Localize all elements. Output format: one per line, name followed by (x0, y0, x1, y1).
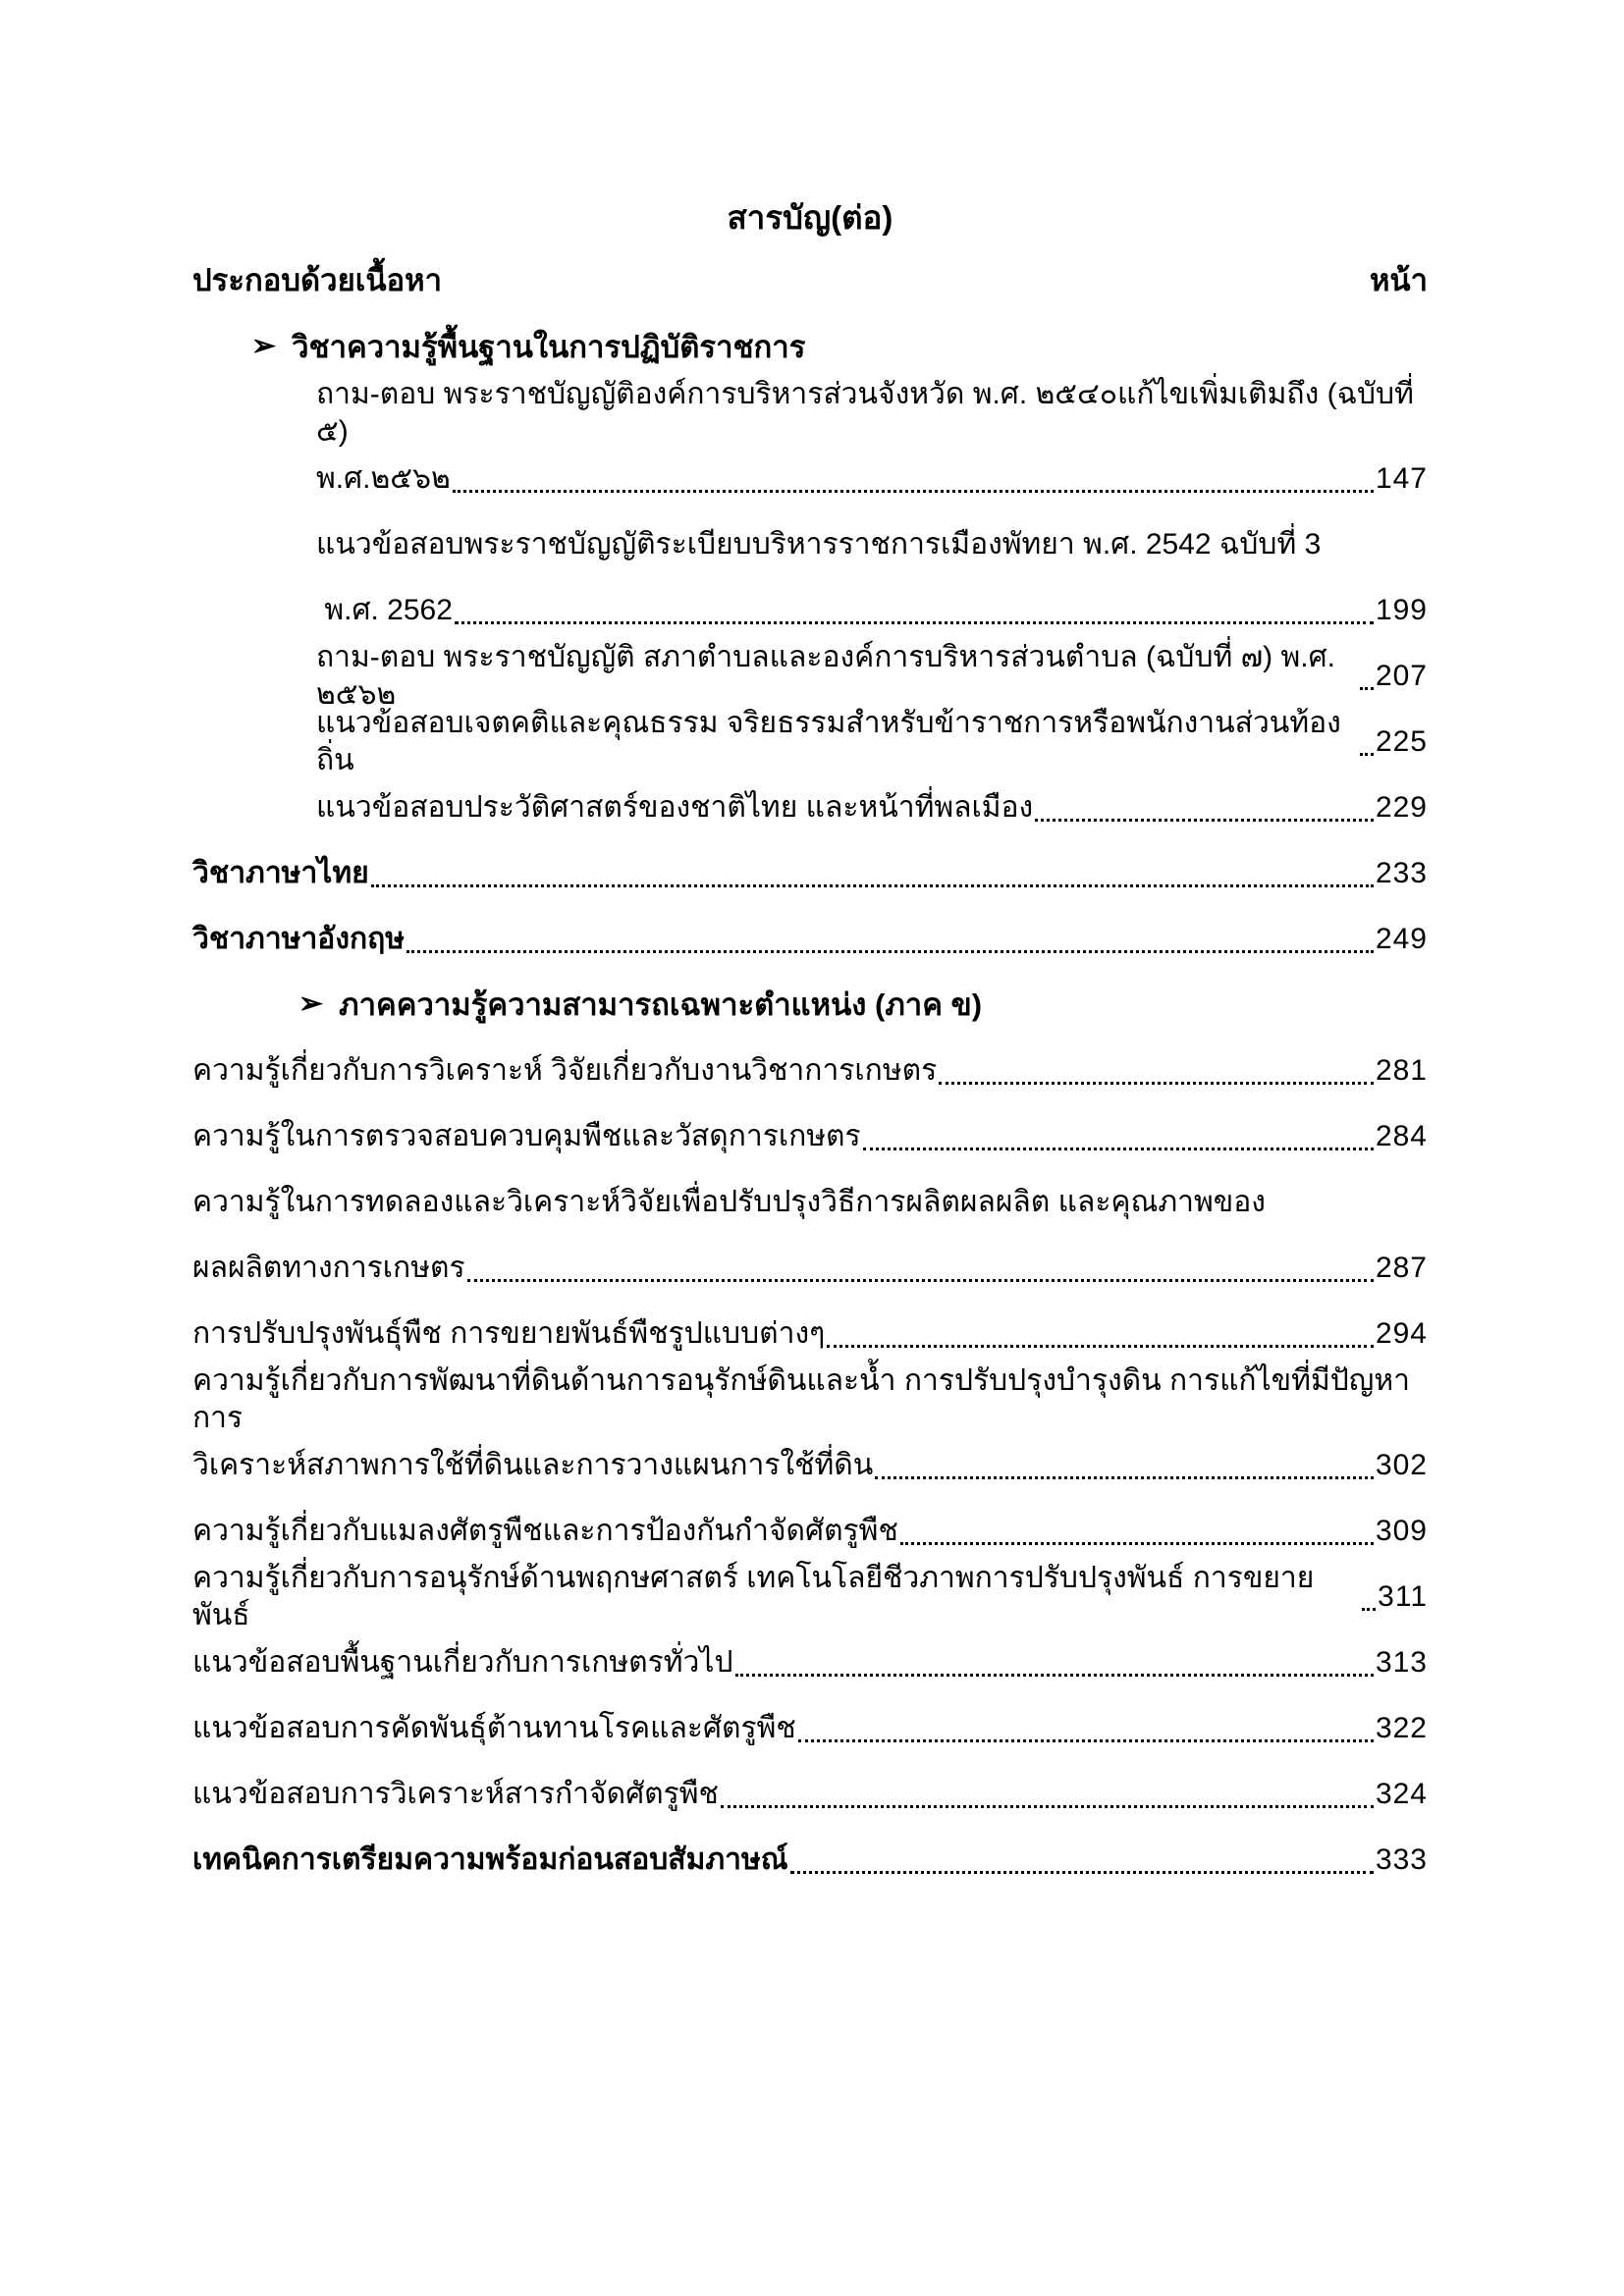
page-number: 322 (1375, 1711, 1428, 1744)
leader-dots (1035, 819, 1374, 822)
page-number: 225 (1375, 724, 1428, 758)
entry-label: ความรู้ในการตรวจสอบควบคุมพืชและวัสดุการเกษตร (192, 1119, 861, 1152)
toc-entry (192, 1629, 1428, 1695)
page-number: 313 (1375, 1645, 1428, 1679)
entry-label: ภาคความรู้ความสามารถเฉพาะตำแหน่ง (ภาค ข) (339, 987, 983, 1022)
toc-entry (192, 1235, 1428, 1301)
page-number: 229 (1375, 790, 1428, 824)
toc-list (192, 314, 1428, 1893)
page-title: สารบัญ(ต่อ) (727, 199, 893, 236)
entry-label: การปรับปรุงพันธุ์พืช การขยายพันธ์พืชรูปแบบต่างๆ (192, 1316, 826, 1350)
entry-label: ผลผลิตทางการเกษตร (192, 1251, 465, 1284)
entry-label: วิชาความรู้พื้นฐานในการปฏิบัติราชการ (292, 329, 806, 364)
toc-header-row (192, 245, 1428, 314)
entry-label: พ.ศ.๒๕๖๒ (316, 461, 451, 495)
entry-label: วิชาภาษาอังกฤษ (192, 922, 406, 955)
leader-dots (455, 621, 1374, 624)
entry-label: พ.ศ. 2562 (316, 593, 453, 626)
toc-header-page-label: หน้า (1369, 263, 1428, 297)
entry-label: วิชาภาษาไทย (192, 856, 369, 889)
entry-label: ความรู้เกี่ยวกับแมลงศัตรูพืชและการป้องกันกำจัดศัตรูพืช (192, 1514, 898, 1547)
page-number: 147 (1375, 461, 1428, 495)
toc-entry (192, 1301, 1428, 1366)
page-number: 249 (1375, 922, 1428, 955)
page-number: 287 (1375, 1251, 1428, 1284)
leader-dots (467, 1279, 1374, 1282)
toc-entry (192, 577, 1428, 643)
page-number: 333 (1375, 1842, 1428, 1876)
entry-label: แนวข้อสอบพระราชบัญญัติระเบียบบริหารราชการเมืองพัทยา พ.ศ. 2542 ฉบับที่ 3 (316, 527, 1322, 561)
entry-label: ความรู้เกี่ยวกับการพัฒนาที่ดินด้านการอนุรักษ์ดินและน้ำ การปรับปรุงบำรุงดิน การแก้ไขที่มีปัญหา การ (192, 1363, 1419, 1434)
entry-label: แนวข้อสอบเจตคติและคุณธรรม จริยธรรมสำหรับข้าราชการหรือพนักงานส่วนท้องถิ่น (316, 706, 1341, 776)
entry-label: แนวข้อสอบการคัดพันธุ์ต้านทานโรคและศัตรูพืช (192, 1711, 796, 1744)
toc-entry (192, 1432, 1428, 1498)
leader-dots (1362, 1608, 1376, 1611)
leader-dots (406, 950, 1374, 953)
leader-dots (798, 1739, 1374, 1742)
toc-section-heading (192, 314, 1428, 380)
page-number: 199 (1375, 593, 1428, 626)
toc-entry (192, 511, 1428, 577)
page-number: 281 (1375, 1053, 1428, 1087)
toc-entry (192, 1169, 1428, 1235)
entry-label: แนวข้อสอบประวัติศาสตร์ของชาติไทย และหน้าที่พลเมือง (316, 790, 1034, 824)
entry-label: ถาม-ตอบ พระราชบัญญัติองค์การบริหารส่วนจังหวัด พ.ศ. ๒๕๔๐แก้ไขเพิ่มเติมถึง (ฉบับที่ ๕) (316, 377, 1423, 448)
toc-entry (192, 640, 1428, 711)
toc-entry (192, 906, 1428, 972)
leader-dots (875, 1476, 1374, 1479)
entry-label: เทคนิคการเตรียมความพร้อมก่อนสอบสัมภาษณ์ (192, 1842, 788, 1876)
toc-entry (192, 1498, 1428, 1564)
toc-entry (192, 1103, 1428, 1169)
toc-entry (192, 377, 1428, 448)
leader-dots (863, 1148, 1374, 1150)
leader-dots (1360, 687, 1374, 690)
toc-entry (192, 1561, 1428, 1631)
leader-dots (453, 490, 1374, 493)
page-number: 309 (1375, 1514, 1428, 1547)
arrow-bullet-icon: ➢ (298, 987, 324, 1020)
page-number: 311 (1378, 1579, 1428, 1613)
toc-entry (192, 1363, 1428, 1434)
entry-label: แนวข้อสอบพื้นฐานเกี่ยวกับการเกษตรทั่วไป (192, 1645, 733, 1679)
toc-entry (192, 1761, 1428, 1827)
entry-label: ความรู้ในการทดลองและวิเคราะห์วิจัยเพื่อปรับปรุงวิธีการผลิตผลผลิต และคุณภาพของ (192, 1185, 1266, 1218)
entry-label: ถาม-ตอบ พระราชบัญญัติ สภาตำบลและองค์การบริหารส่วนตำบล (ฉบับที่ ๗) พ.ศ. ๒๕๖๒ (316, 640, 1344, 711)
page-number: 284 (1375, 1119, 1428, 1152)
entry-label: แนวข้อสอบการวิเคราะห์สารกำจัดศัตรูพืช (192, 1777, 719, 1810)
entry-label: ความรู้เกี่ยวกับการอนุรักษ์ด้านพฤกษศาสตร์ เทคโนโลยีชีวภาพการปรับปรุงพันธ์ การขยายพันธ์ (192, 1561, 1315, 1631)
toc-entry (192, 706, 1428, 776)
toc-entry (192, 1827, 1428, 1893)
leader-dots (939, 1082, 1374, 1085)
page-number: 233 (1375, 856, 1428, 889)
entry-label: ความรู้เกี่ยวกับการวิเคราะห์ วิจัยเกี่ยวกับงานวิชาการเกษตร (192, 1053, 938, 1087)
page-number: 207 (1375, 659, 1428, 692)
toc-entry (192, 446, 1428, 511)
toc-section-heading (192, 972, 1428, 1038)
page-number: 324 (1375, 1777, 1428, 1810)
toc-entry (192, 1695, 1428, 1761)
leader-dots (790, 1871, 1374, 1874)
leader-dots (1360, 753, 1374, 756)
toc-entry (192, 1038, 1428, 1103)
arrow-bullet-icon: ➢ (251, 329, 277, 362)
page-number: 294 (1375, 1316, 1428, 1350)
leader-dots (827, 1345, 1374, 1348)
leader-dots (735, 1674, 1374, 1677)
leader-dots (721, 1805, 1374, 1808)
toc-entry (192, 840, 1428, 906)
page-number: 302 (1375, 1448, 1428, 1481)
leader-dots (371, 884, 1374, 887)
toc-header-content-label: ประกอบด้วยเนื้อหา (192, 263, 442, 297)
entry-label: วิเคราะห์สภาพการใช้ที่ดินและการวางแผนการใช้ที่ดิน (192, 1448, 874, 1481)
toc-entry (192, 774, 1428, 840)
leader-dots (900, 1542, 1374, 1545)
